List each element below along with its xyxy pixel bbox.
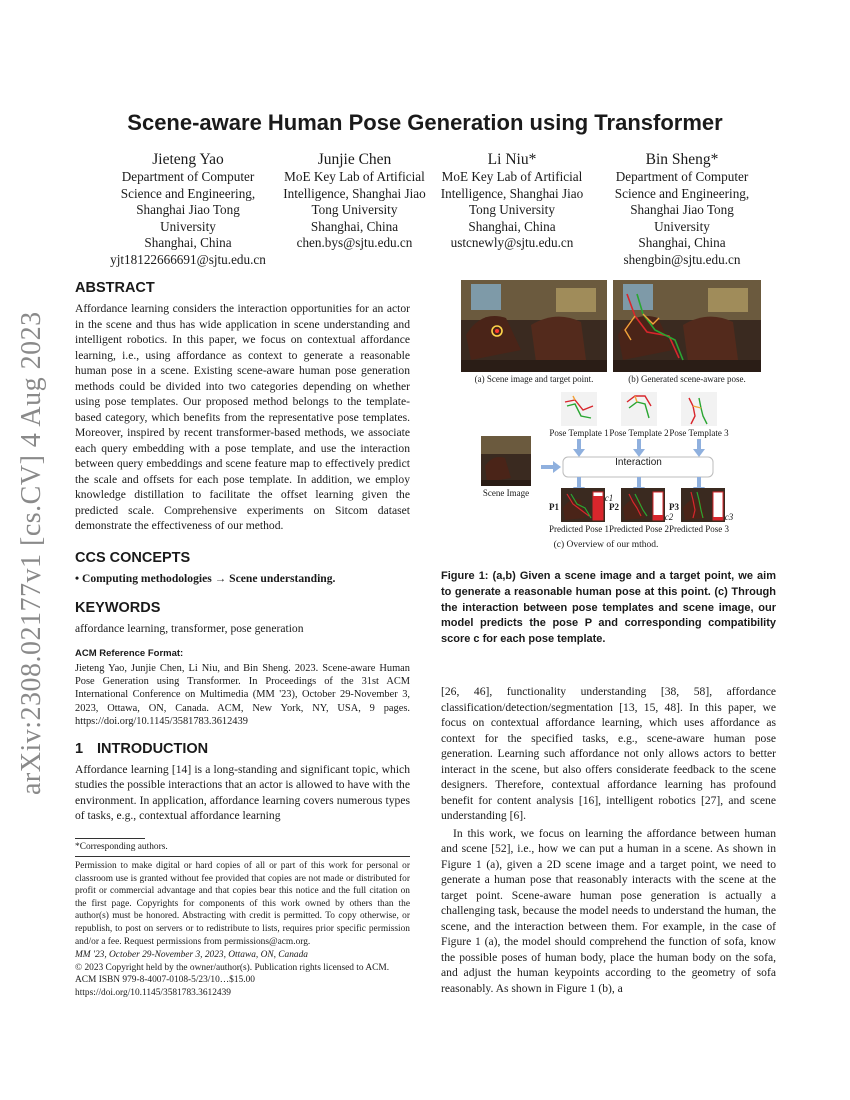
predicted-pose-1-image xyxy=(561,488,605,522)
doi-text: https://doi.org/10.1145/3581783.3612439 xyxy=(75,987,231,998)
author-affiliation-line: University xyxy=(654,218,710,234)
predicted-pose-3-label: Predicted Pose 3 xyxy=(669,524,729,534)
author-email: ustcnewly@sjtu.edu.cn xyxy=(450,235,574,251)
scene-image-thumbnail xyxy=(481,436,531,486)
pose-template-1-label: Pose Template 1 xyxy=(549,428,609,438)
isbn-text: ACM ISBN 979-8-4007-0108-5/23/10…$15.00 xyxy=(75,975,255,986)
abstract-heading: ABSTRACT xyxy=(75,280,155,296)
author-affiliation-line: MoE Key Lab of Artificial xyxy=(441,169,583,184)
conference-info: MM '23, October 29-November 3, 2023, Ottawa, ON, Canada xyxy=(75,950,308,961)
interaction-label: Interaction xyxy=(615,457,662,468)
figure-caption-text: Figure 1: (a,b) Given a scene image and a target point, we aim to generate a reasonable human pose at this point. (c) Through the interaction between pose templates and scene image, our model predicts the pose P and corresponding compatibility score c for each pose template. xyxy=(441,570,776,646)
right-column-text xyxy=(441,684,776,996)
figure-1-caption xyxy=(441,569,776,648)
pose-template-3-label: Pose Template 3 xyxy=(669,428,729,438)
pose-template-2-image xyxy=(621,392,657,426)
footnote-rule xyxy=(75,838,145,839)
keywords-text: affordance learning, transformer, pose generation xyxy=(75,622,304,635)
author-affiliation-line: Shanghai Jiao Tong xyxy=(136,202,240,218)
author-name: Jieteng Yao xyxy=(152,151,224,168)
subfigure-a-label: (a) Scene image and target point. xyxy=(474,374,594,384)
predicted-pose-3-p-label: P3 xyxy=(669,502,679,512)
pose-template-3-image xyxy=(681,392,717,426)
scene-image-b xyxy=(613,280,761,372)
predicted-pose-1-p-label: P1 xyxy=(549,502,559,512)
author-location: Shanghai, China xyxy=(468,218,556,234)
keywords-heading: KEYWORDS xyxy=(75,600,161,616)
author-email: chen.bys@sjtu.edu.cn xyxy=(296,235,413,251)
predicted-pose-2-p-label: P2 xyxy=(609,502,619,512)
copyright-text: © 2023 Copyright held by the owner/author(s). Publication rights licensed to ACM. xyxy=(75,962,390,973)
score-c2-label: c2 xyxy=(664,512,674,522)
left-column xyxy=(75,280,410,824)
permission-block xyxy=(75,860,410,1000)
author-location: Shanghai, China xyxy=(144,235,232,251)
footnote: *Corresponding authors. xyxy=(75,842,168,852)
introduction-text-right-1: [26, 46], functionality understanding [38, 58], affordance classification/detection/segmentation [13, 15, 48]. In this paper, we focus on contextual affordance learning, which uses affordance as context for the specified tasks, e.g., scene-aware human pose generation. Learning such affordance not only allows actors to better interact in the scene, but also offers considerate feedback to the scene designers. Therefore, contextual affordance learning has profound benefit for content analysis [16], intelligent robotics [27], and scene understanding [6]. xyxy=(441,685,776,822)
subfigure-c-label: (c) Overview of our mthod. xyxy=(553,540,659,550)
reference-format-heading: ACM Reference Format: xyxy=(75,647,184,659)
section-number: 1 xyxy=(75,740,84,757)
introduction-text-left: Affordance learning [14] is a long-standing and significant topic, which studies the possible interactions that an actor is allowed to have with the environment. In application, affordance learning covers numerous types of tasks, e.g., contextual affordance learning xyxy=(75,762,410,823)
author-block-4 xyxy=(582,150,782,269)
section-title: INTRODUCTION xyxy=(97,740,209,757)
ccs-heading: CCS CONCEPTS xyxy=(75,549,191,566)
subfigure-b-label: (b) Generated scene-aware pose. xyxy=(628,374,746,384)
author-affiliation-line: University xyxy=(160,218,216,234)
author-location: Shanghai, China xyxy=(310,218,399,234)
paper-title: Scene-aware Human Pose Generation using Transformer xyxy=(127,110,723,135)
scene-image-label: Scene Image xyxy=(482,488,530,498)
reference-format-text: Jieteng Yao, Junjie Chen, Li Niu, and Bin Sheng. 2023. Scene-aware Human Pose Generation using Transformer. In Proceedings of the 31st ACM International Conference on Multimedia (MM '23), October 29-November 3, 2023, Ottawa, ON, Canada. ACM, New York, NY, USA, 9 pages. https://doi.org/10.1145/3581783.3612439 xyxy=(75,662,410,728)
figure-1 xyxy=(441,280,776,560)
author-affiliation-line: Intelligence, Shanghai Jiao xyxy=(440,185,584,201)
author-location: Shanghai, China xyxy=(638,235,726,251)
author-affiliation-line: MoE Key Lab of Artificial xyxy=(284,169,425,184)
score-c3-label: c3 xyxy=(724,512,734,522)
introduction-heading xyxy=(75,741,410,757)
author-email: yjt18122666691@sjtu.edu.cn xyxy=(110,251,266,267)
author-affiliation-line: Shanghai Jiao Tong xyxy=(630,202,734,218)
introduction-text-right-2: In this work, we focus on learning the affordance between human and scene [52], i.e., how we can put a human in a scene. As shown in Figure 1 (a), given a 2D scene image and a target point, we need to generate a human pose that reasonably interacts with the scene at the target point. Scene-aware human pose generation is actually a challenging task, because the model needs to understand the human, the scene, and the interaction between them. For example, in the case of Figure 1 (a), the model should comprehend the function of sofa, know the possible poses of human body, place the human body on the sofa, and adjust the human keypoints according to the geometry of sofa reasonably. As shown in Figure 1 (b), a xyxy=(441,826,776,995)
author-name: Li Niu* xyxy=(487,151,537,168)
author-affiliation-line: Intelligence, Shanghai Jiao xyxy=(283,185,426,201)
author-affiliation-line: Science and Engineering, xyxy=(614,185,750,201)
author-name: Junjie Chen xyxy=(317,151,392,168)
scene-image-a xyxy=(461,280,607,372)
permission-text: Permission to make digital or hard copies of all or part of this work for personal or classroom use is granted without fee provided that copies are not made or distributed for profit or commercial advantage and that copies bear this notice and the full citation on the first page. Copyrights for components of this work owned by others than the author(s) must be honored. Abstracting with credit is permitted. To copy otherwise, or republish, to post on servers or to redistribute to lists, requires prior specific permission and/or a fee. Request permissions from permissions@acm.org. xyxy=(75,861,410,947)
predicted-pose-1-label: Predicted Pose 1 xyxy=(549,524,609,534)
author-affiliation-line: Tong University xyxy=(469,202,555,218)
permission-rule xyxy=(75,856,410,857)
author-affiliation-line: Science and Engineering, xyxy=(120,185,256,201)
author-name: Bin Sheng* xyxy=(645,151,719,168)
abstract-text: Affordance learning considers the interaction opportunities for an actor in the scene and thus has wide application in scene understanding and intelligent robotics. In this paper, we focus on contextual affordance learning, i.e., using affordance as context to generate a reasonable human pose in a scene. Existing scene-aware human pose generation methods could be divided into two categories depending on whether using pose templates. Our proposed method belongs to the template-based category, which benefits from the representative pose templates. Moreover, inspired by recent transformer-based methods, we associate each query embedding with a pose template, and use the interaction between query embeddings and scene feature map to effectively predict the scale and offsets for each pose template. In addition, we employ knowledge distillation to facilitate the offset learning given the predicted scale. Comprehensive experiments on Sitcom dataset demonstrate the effectiveness of our method. xyxy=(75,302,410,532)
author-affiliation-line: Department of Computer xyxy=(615,169,749,184)
score-c1-label: c1 xyxy=(604,493,614,503)
predicted-pose-2-label: Predicted Pose 2 xyxy=(609,524,669,534)
author-affiliation-line: Department of Computer xyxy=(121,169,255,184)
pose-template-1-image xyxy=(561,392,597,426)
predicted-pose-3-image xyxy=(681,488,725,522)
pose-template-2-label: Pose Template 2 xyxy=(609,428,669,438)
ccs-text: • Computing methodologies → Scene understanding. xyxy=(75,571,336,585)
arxiv-identifier: arXiv:2308.02177v1 [cs.CV] 4 Aug 2023 xyxy=(16,311,47,795)
author-email: shengbin@sjtu.edu.cn xyxy=(623,251,741,267)
predicted-pose-2-image xyxy=(621,488,665,522)
author-affiliation-line: Tong University xyxy=(311,202,398,218)
